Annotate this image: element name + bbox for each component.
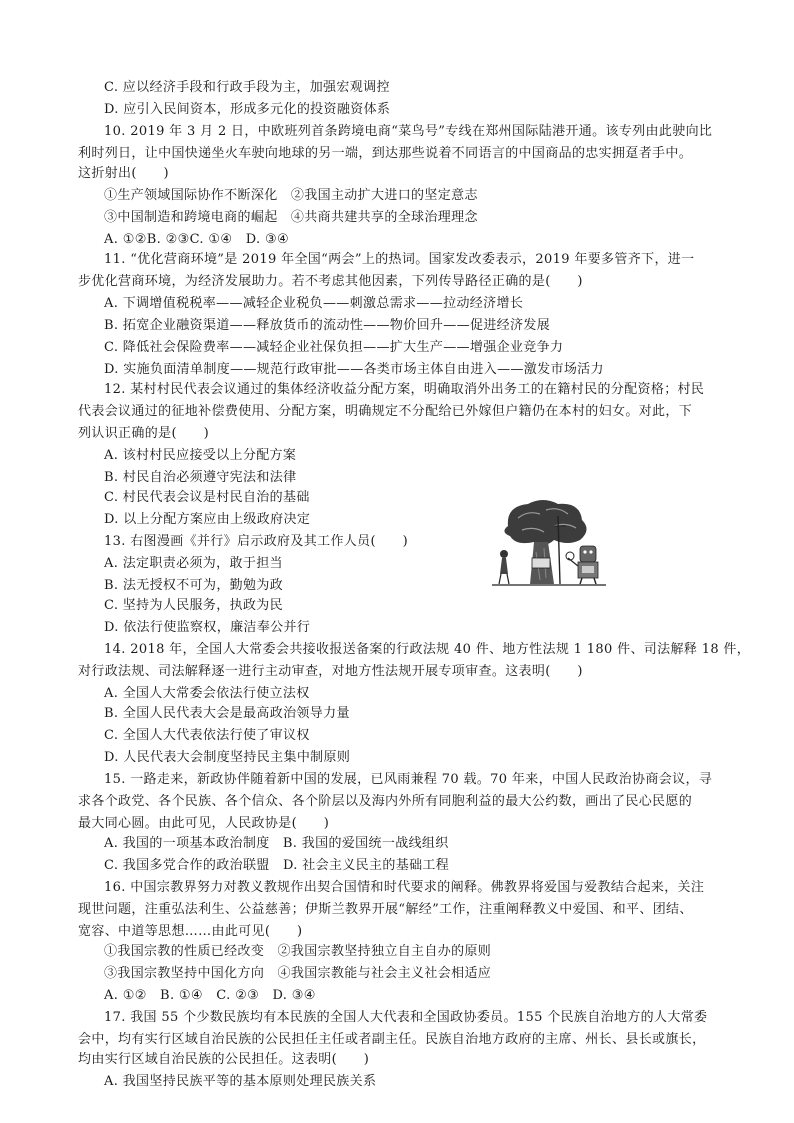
q14-stem-line-1: 14. 2018 年，全国人大常委会共接收报送备案的行政法规 40 件、地方性法规 1 180 件、司法解释 18 件， (104, 642, 751, 657)
q12-option-c: C. 村民代表会议是村民自治的基础 (104, 490, 310, 505)
q10-statements-1: ①生产领域国际协作不断深化 ②我国主动扩大进口的坚定意志 (104, 188, 478, 203)
q9-option-c: C. 应以经济手段和行政手段为主，加强宏观调控 (104, 80, 390, 95)
q13-option-b: B. 法无授权不可为，勤勉为政 (104, 578, 284, 593)
q16-statements-1: ①我国宗教的性质已经改变 ②我国宗教坚持独立自主自办的原则 (104, 944, 492, 959)
q11-stem-line-1: 11. “优化营商环境”是 2019 年全国“两会”上的热词。国家发改委表示，2019 年要多管齐下，进一 (104, 252, 695, 267)
q11-option-d: D. 实施负面清单制度——规范行政审批——各类市场主体自由进入——激发市场活力 (104, 362, 604, 377)
q14-option-d: D. 人民代表大会制度坚持民主集中制原则 (104, 750, 351, 765)
q15-options-2: C. 我国多党合作的政治联盟 D. 社会主义民主的基础工程 (104, 858, 450, 873)
q10-stem-line-1: 10. 2019 年 3 月 2 日，中欧班列首条跨境电商“菜鸟号”专线在郑州国际陆港开通。该专列由此驶向比 (104, 124, 713, 139)
q15-stem-line-2: 求各个政党、各个民族、各个信众、各个阶层以及海内外所有同胞利益的最大公约数，画出了民心民愿的 (78, 794, 693, 809)
q16-stem-line-2: 现世问题，注重弘法利生、公益慈善；伊斯兰教界开展“解经”工作，注重阐释教义中爱国、和平、团结、 (78, 902, 693, 917)
q11-option-a: A. 下调增值税税率——减轻企业税负——刺激总需求——拉动经济增长 (104, 296, 524, 311)
cartoon-illustration (488, 496, 610, 588)
q10-options: A. ①②B. ②③C. ①④ D. ③④ (104, 232, 290, 247)
q13-stem: 13. 右图漫画《并行》启示政府及其工作人员( ) (104, 534, 409, 549)
q15-stem-line-1: 15. 一路走来，新政协伴随着新中国的发展，已风雨兼程 70 载。70 年来，中国人民政治协商会议，寻 (104, 772, 713, 787)
q14-option-a: A. 全国人大常委会依法行使立法权 (104, 686, 310, 701)
q13-option-c: C. 坚持为人民服务，执政为民 (104, 598, 283, 613)
q13-option-a: A. 法定职责必须为，敢于担当 (104, 556, 283, 571)
q14-stem-line-2: 对行政法规、司法解释逐一进行主动审查，对地方性法规开展专项审查。这表明( ) (78, 664, 583, 679)
q10-stem-line-2: 利时列日，让中国快递坐火车驶向地球的另一端，到达那些说着不同语言的中国商品的忠实拥趸者手中。 (78, 146, 693, 161)
q14-option-b: B. 全国人民代表大会是最高政治领导力量 (104, 706, 350, 721)
q9-option-d: D. 应引入民间资本，形成多元化的投资融资体系 (104, 102, 391, 117)
q13-option-d: D. 依法行使监察权，廉洁奉公并行 (104, 620, 311, 635)
q15-options-1: A. 我国的一项基本政治制度 B. 我国的爱国统一战线组织 (104, 836, 449, 851)
q16-statements-2: ③我国宗教坚持中国化方向 ④我国宗教能与社会主义社会相适应 (104, 966, 492, 981)
q12-option-a: A. 该村村民应接受以上分配方案 (104, 448, 297, 463)
q17-stem-line-1: 17. 我国 55 个少数民族均有本民族的全国人大代表和全国政协委员。155 个民族自治地方的人大常委 (104, 1010, 708, 1025)
q10-stem-line-3: 这折射出( ) (78, 166, 169, 181)
q10-statements-2: ③中国制造和跨境电商的崛起 ④共商共建共享的全球治理理念 (104, 210, 478, 225)
q17-option-a: A. 我国坚持民族平等的基本原则处理民族关系 (104, 1074, 377, 1089)
q16-stem-line-1: 16. 中国宗教界努力对教义教规作出契合国情和时代要求的阐释。佛教界将爱国与爱教结合起来，关注 (104, 880, 705, 895)
q11-stem-line-2: 步优化营商环境，为经济发展助力。若不考虑其他因素，下列传导路径正确的是( ) (78, 274, 583, 289)
q17-stem-line-3: 均由实行区域自治民族的公民担任。这表明( ) (78, 1052, 370, 1067)
q12-option-d: D. 以上分配方案应由上级政府决定 (104, 512, 311, 527)
q12-stem-line-3: 列认识正确的是( ) (78, 426, 209, 441)
q11-option-c: C. 降低社会保险费率——减轻企业社保负担——扩大生产——增强企业竞争力 (104, 340, 564, 355)
q12-stem-line-1: 12. 某村村民代表会议通过的集体经济收益分配方案，明确取消外出务工的在籍村民的分配资格；村民 (104, 382, 705, 397)
q15-stem-line-3: 最大同心圆。由此可见，人民政协是( ) (78, 816, 330, 831)
q12-stem-line-2: 代表会议通过的征地补偿费使用、分配方案，明确规定不分配给已外嫁但户籍仍在本村的妇女。对此，下 (78, 404, 693, 419)
q16-stem-line-3: 宽容、中道等思想……由此可见( ) (78, 924, 303, 939)
q16-options: A. ①② B. ①④ C. ②③ D. ③④ (104, 988, 316, 1003)
q17-stem-line-2: 会中，均有实行区域自治民族的公民担任主任或者副主任。民族自治地方政府的主席、州长、县长或旗长， (78, 1032, 706, 1047)
q14-option-c: C. 全国人大代表依法行使了审议权 (104, 728, 310, 743)
q11-option-b: B. 拓宽企业融资渠道——释放货币的流动性——物价回升——促进经济发展 (104, 318, 551, 333)
q12-option-b: B. 村民自治必须遵守宪法和法律 (104, 470, 297, 485)
